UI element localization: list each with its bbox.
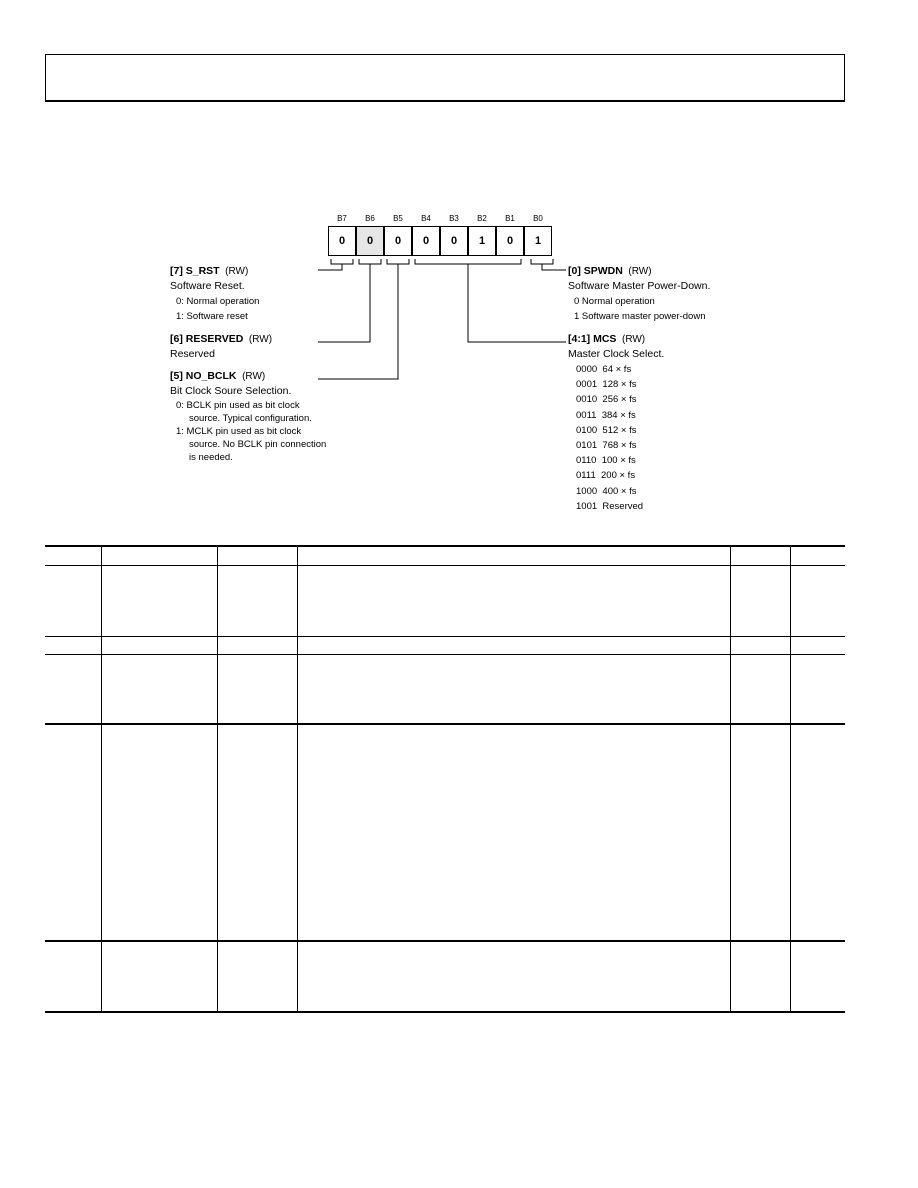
table-cell xyxy=(297,565,730,636)
mcs-option: 0011 384 × fs xyxy=(576,409,636,421)
table-header-cell xyxy=(790,546,845,565)
bit-description-table xyxy=(45,545,845,1013)
table-cell xyxy=(217,724,297,941)
table-cell xyxy=(101,636,217,654)
table-header-cell xyxy=(730,546,790,565)
bit-cell-b0: 1 xyxy=(524,226,552,256)
mcs-option: 0100 512 × fs xyxy=(576,424,637,436)
table-row xyxy=(45,654,845,724)
bit-cell-b5: 0 xyxy=(384,226,412,256)
table-cell xyxy=(730,724,790,941)
table-cell xyxy=(790,636,845,654)
reserved-description: Reserved xyxy=(170,348,215,360)
bit-label-b2: B2 xyxy=(477,214,487,223)
table-cell xyxy=(101,654,217,724)
no-bclk-option: is needed. xyxy=(189,452,233,463)
table-cell xyxy=(297,941,730,1012)
table-cell xyxy=(790,941,845,1012)
mcs-option: 0001 128 × fs xyxy=(576,379,637,391)
table-header-cell xyxy=(297,546,730,565)
s-rst-access: (RW) xyxy=(225,266,249,277)
mcs-option: 0111 200 × fs xyxy=(576,470,636,482)
table-row xyxy=(45,565,845,636)
register-connector-lines xyxy=(0,0,918,540)
table-cell xyxy=(45,565,101,636)
s-rst-title: [7] S_RST xyxy=(170,265,220,277)
table-header-cell xyxy=(45,546,101,565)
mcs-description: Master Clock Select. xyxy=(568,348,665,360)
mcs-option: 1000 400 × fs xyxy=(576,485,637,497)
table-cell xyxy=(730,565,790,636)
table-cell xyxy=(101,941,217,1012)
table-cell xyxy=(101,724,217,941)
bit-cell-b3: 0 xyxy=(440,226,468,256)
field-no-bclk xyxy=(170,369,326,464)
table-header-row xyxy=(45,546,845,565)
table-row xyxy=(45,636,845,654)
mcs-option: 1001 Reserved xyxy=(576,500,644,512)
mcs-access: (RW) xyxy=(621,334,646,345)
bit-label-b3: B3 xyxy=(449,214,459,223)
table-cell xyxy=(790,724,845,941)
field-spwdn xyxy=(568,264,710,324)
no-bclk-option: source. Typical configuration. xyxy=(189,413,312,424)
mcs-title: [4:1] MCS xyxy=(568,333,617,345)
table-cell xyxy=(730,941,790,1012)
table-row xyxy=(45,941,845,1012)
table-header-cell xyxy=(217,546,297,565)
field-s-rst xyxy=(170,264,259,324)
bit-cell-b2: 1 xyxy=(468,226,496,256)
bit-label-b7: B7 xyxy=(337,214,347,223)
table-cell xyxy=(730,654,790,724)
no-bclk-access: (RW) xyxy=(242,371,266,382)
spwdn-description: Software Master Power-Down. xyxy=(568,280,711,292)
no-bclk-description: Bit Clock Soure Selection. xyxy=(170,385,292,397)
reserved-access: (RW) xyxy=(248,334,273,345)
no-bclk-option: source. No BCLK pin connection xyxy=(189,439,327,450)
bit-label-b4: B4 xyxy=(421,214,431,223)
bit-cell-b4: 0 xyxy=(412,226,440,256)
no-bclk-option: 0: BCLK pin used as bit clock xyxy=(176,400,300,411)
field-mcs xyxy=(568,332,664,514)
bit-label-b6: B6 xyxy=(365,214,375,223)
bit-label-b0: B0 xyxy=(533,214,543,223)
table-cell xyxy=(217,636,297,654)
bit-label-b5: B5 xyxy=(393,214,403,223)
table-header-cell xyxy=(101,546,217,565)
table-cell xyxy=(45,654,101,724)
table-cell xyxy=(101,565,217,636)
field-reserved xyxy=(170,332,272,362)
table-cell xyxy=(297,636,730,654)
table-cell xyxy=(730,636,790,654)
table-cell xyxy=(217,941,297,1012)
no-bclk-option: 1: MCLK pin used as bit clock xyxy=(176,426,302,437)
mcs-option: 0000 64 × fs xyxy=(576,364,632,375)
bit-cell-b6: 0 xyxy=(356,226,384,256)
no-bclk-title: [5] NO_BCLK xyxy=(170,370,237,382)
table-cell xyxy=(217,565,297,636)
spwdn-title: [0] SPWDN xyxy=(568,265,623,277)
table-cell xyxy=(790,654,845,724)
table-cell xyxy=(297,724,730,941)
mcs-option: 0101 768 × fs xyxy=(576,440,637,452)
spwdn-access: (RW) xyxy=(628,266,652,277)
reserved-title: [6] RESERVED xyxy=(170,333,244,345)
table-cell xyxy=(790,565,845,636)
s-rst-description: Software Reset. xyxy=(170,280,245,292)
mcs-option: 0110 100 × fs xyxy=(576,455,636,467)
table-row xyxy=(45,724,845,941)
table-cell xyxy=(45,636,101,654)
table-cell xyxy=(297,654,730,724)
mcs-option: 0010 256 × fs xyxy=(576,394,637,406)
spwdn-option: 1 Software master power-down xyxy=(574,311,706,322)
s-rst-option: 1: Software reset xyxy=(176,311,248,322)
bit-cell-b7: 0 xyxy=(328,226,356,256)
spwdn-option: 0 Normal operation xyxy=(574,296,655,307)
bit-label-b1: B1 xyxy=(505,214,515,223)
table-cell xyxy=(45,724,101,941)
s-rst-option: 0: Normal operation xyxy=(176,296,260,307)
table-cell xyxy=(217,654,297,724)
table-cell xyxy=(45,941,101,1012)
bit-cell-b1: 0 xyxy=(496,226,524,256)
